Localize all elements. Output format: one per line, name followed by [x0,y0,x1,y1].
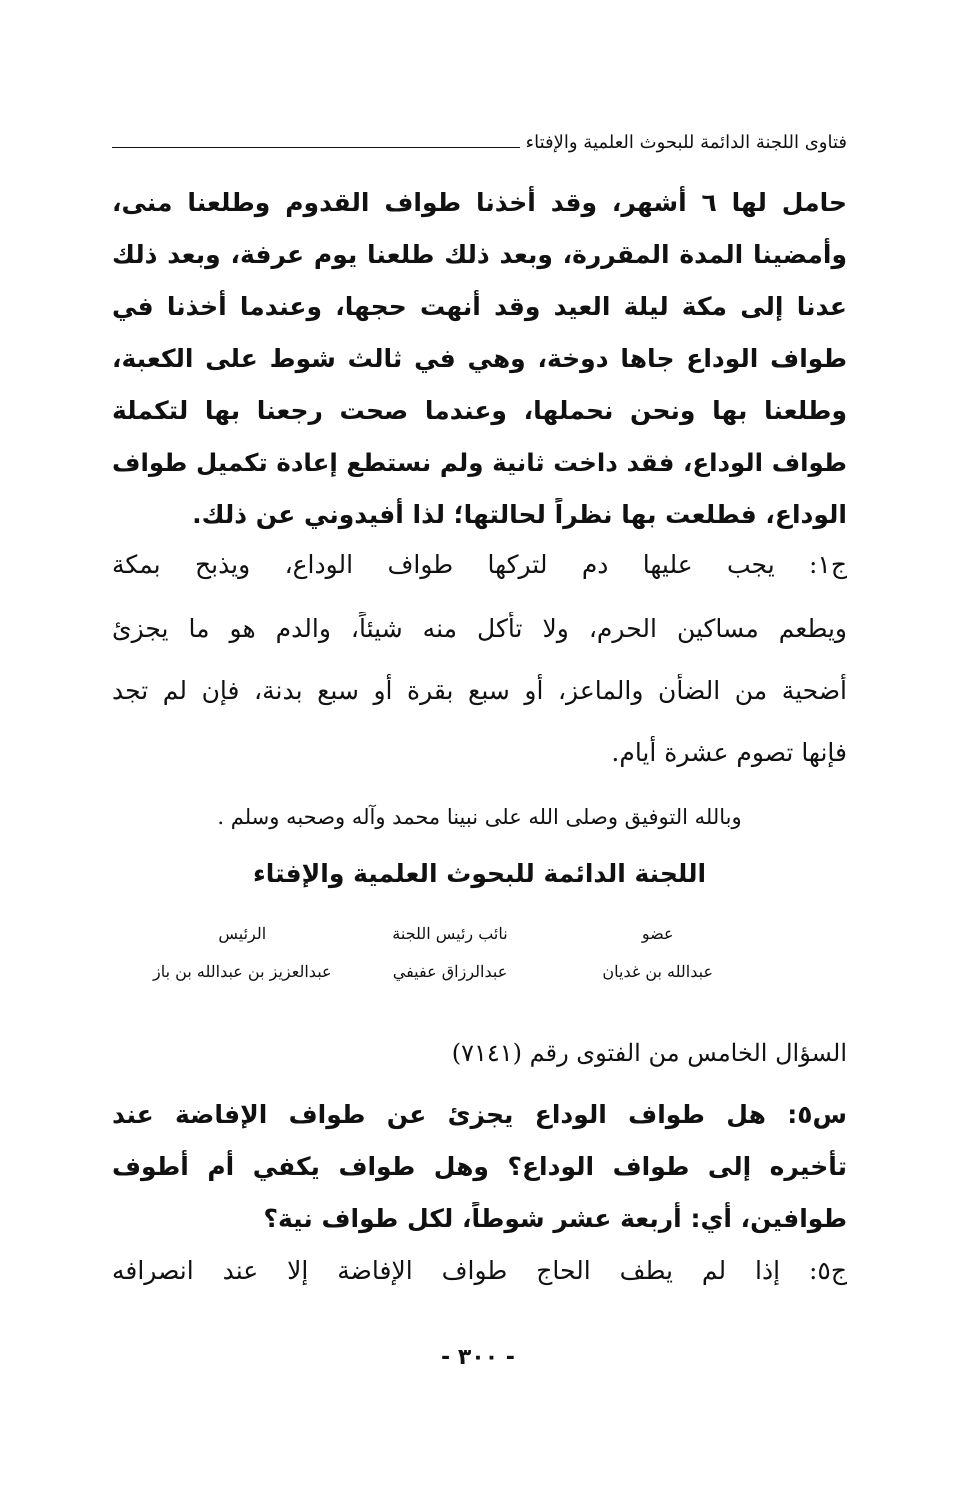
header-rule [112,147,520,148]
question-line: عدنا إلى مكة ليلة العيد وقد أنهت حجها، وعندما أخذنا في [112,292,847,321]
answer-line: ج١: يجب عليها دم لتركها طواف الوداع، ويذبح بمكة [112,550,847,579]
signatory-names [140,960,760,984]
answer-line: فإنها تصوم عشرة أيام. [611,738,847,767]
question-line: تأخيره إلى طواف الوداع؟ وهل طواف يكفي أم أطوف [112,1152,847,1181]
signatory-name: عبدالعزيز بن عبدالله بن باز [153,962,332,981]
page-number: - ٣٠٠ - [441,1345,515,1370]
answer-line: ويطعم مساكين الحرم، ولا تأكل منه شيئاً، والدم هو ما يجزئ [112,614,847,643]
question-line: طوافين، أي: أربعة عشر شوطاً، لكل طواف نية؟ [263,1204,847,1233]
answer-line: أضحية من الضأن والماعز، أو سبع بقرة أو سبع بدنة، فإن لم تجد [112,676,847,705]
committee-name: اللجنة الدائمة للبحوث العلمية والإفتاء [252,859,707,888]
signatory-title: الرئيس [218,924,267,943]
question-line: الوداع، فطلعت بها نظراً لحالتها؛ لذا أفيدوني عن ذلك. [192,500,847,529]
signatory-name: عبدالله بن غديان [602,962,714,981]
closing-formula: وبالله التوفيق وصلى الله على نبينا محمد وآله وصحبه وسلم . [217,805,742,829]
running-header-title: فتاوى اللجنة الدائمة للبحوث العلمية والإفتاء [525,132,847,153]
fatwa-heading: السؤال الخامس من الفتوى رقم (٧١٤١) [451,1039,847,1067]
signatory-name: عبدالرزاق عفيفي [392,962,508,981]
answer-line: ج٥: إذا لم يطف الحاج طواف الإفاضة إلا عند انصرافه [112,1256,847,1285]
question-line: وأمضينا المدة المقررة، وبعد ذلك طلعنا يوم عرفة، وبعد ذلك [112,240,847,269]
question-line: حامل لها ٦ أشهر، وقد أخذنا طواف القدوم وطلعنا منى، [112,188,847,217]
question-line: وطلعنا بها ونحن نحملها، وعندما صحت رجعنا بها لتكملة [112,396,847,425]
question-line: طواف الوداع، فقد داخت ثانية ولم نستطع إعادة تكميل طواف [112,448,847,477]
question-line: س٥: هل طواف الوداع يجزئ عن طواف الإفاضة عند [112,1100,847,1129]
signatory-title: عضو [641,924,674,943]
signatory-titles [140,922,760,946]
running-header [112,118,847,154]
question-line: طواف الوداع جاها دوخة، وهي في ثالث شوط على الكعبة، [112,344,847,373]
signatory-title: نائب رئيس اللجنة [392,924,508,943]
